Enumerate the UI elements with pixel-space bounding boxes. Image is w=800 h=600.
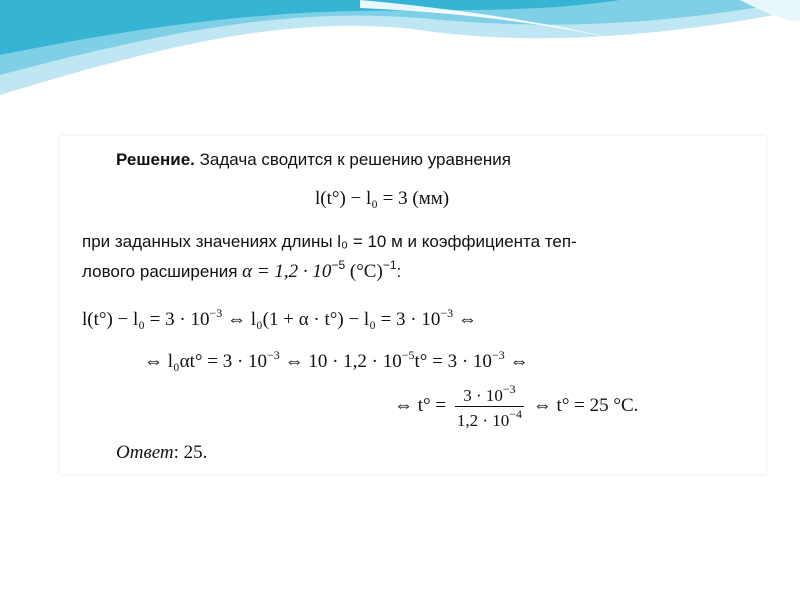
derivation-3a: ⇔ t° = [394,394,447,416]
derivation-1a: l(t°) − l₀ = 3 · 10 [82,309,210,330]
derivation-2c-exp: −3 [491,348,505,362]
derivation-line-2 [144,348,528,373]
derivation-2b: ⇔ 10 · 1,2 · 10 [279,351,402,372]
fraction-numerator [455,382,524,407]
derivation-line-1 [82,306,477,331]
derivation-2d: ⇔ [504,351,529,372]
decorative-wave-header [0,0,800,110]
derivation-1b: ⇔ l₀(1 + α · t°) − l₀ = 3 · 10 [222,309,441,330]
derivation-1a-exp: −3 [209,306,223,320]
derivation-3b: ⇔ t° = 25 °C. [532,394,639,416]
fraction-denominator-exp: −4 [509,407,523,421]
fraction-numerator-exp: −3 [502,382,516,396]
fraction [455,382,524,431]
answer [116,442,207,464]
derivation-line-3 [394,382,638,431]
solution-card [60,136,766,474]
fraction-denominator-base: 1,2 · 10 [456,411,510,430]
condition-line-1: при заданных значениях длины l₀ = 10 м и коэффициента теп- [82,232,577,251]
condition-line-2-text: лового расширения [82,262,243,281]
solution-heading-label: Решение. [116,150,195,169]
derivation-2a: ⇔ l₀αt° = 3 · 10 [144,351,268,372]
alpha-unit: (°C) [345,261,383,282]
condition-colon: : [396,262,402,281]
answer-value: : 25. [173,442,208,463]
derivation-2a-exp: −3 [267,348,280,362]
alpha-unit-exponent: −1 [382,258,397,272]
condition-line-2 [82,258,401,283]
derivation-1b-exp: −3 [440,306,454,320]
fraction-denominator [455,407,524,431]
alpha-exponent: −5 [331,258,346,272]
solution-heading-text: Задача сводится к решению уравнения [194,150,511,169]
derivation-1c: ⇔ [453,309,477,330]
derivation-2b-exp: −5 [401,348,415,362]
answer-label: Ответ [116,442,174,463]
solution-heading [116,150,511,170]
alpha-value: α = 1,2 · 10 [242,261,332,282]
fraction-numerator-base: 3 · 10 [463,386,503,405]
derivation-2c: t° = 3 · 10 [414,351,492,372]
equation-1: l(t°) − l₀ = 3 (мм) [315,188,450,209]
